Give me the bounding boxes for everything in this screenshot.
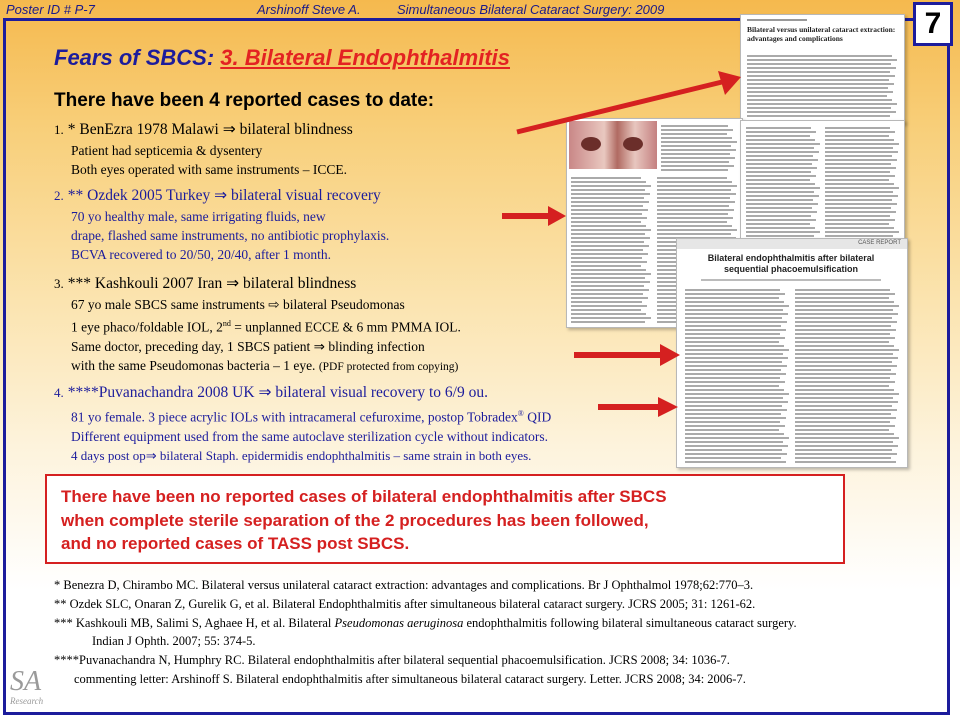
paper-text-line — [795, 421, 890, 423]
paper-text-line — [795, 413, 891, 415]
paper-text-line — [685, 393, 789, 395]
paper-text-line — [685, 349, 789, 351]
paper-text-line — [571, 297, 648, 299]
paper-text-line — [571, 261, 647, 263]
paper-text-line — [825, 223, 889, 225]
case-line: BCVA recovered to 20/50, 20/40, after 1 month. — [71, 247, 331, 262]
paper-text-line — [795, 409, 897, 411]
paper-text-line — [825, 175, 895, 177]
paper-text-line — [795, 445, 898, 447]
paper-text-line — [685, 429, 779, 431]
implies-icon: ⇒ — [258, 384, 272, 401]
paper-text-line — [657, 193, 736, 195]
paper-text-line — [661, 149, 736, 151]
paper-thumbnail-puvanachandra — [676, 238, 908, 468]
paper-text-line — [571, 301, 642, 303]
paper-text-line — [825, 143, 899, 145]
paper-text-line — [685, 449, 782, 451]
arrow-to-paper-1 — [515, 70, 745, 140]
paper-text-line — [685, 377, 780, 379]
paper-text-line — [795, 461, 896, 463]
paper-text-line — [825, 215, 890, 217]
paper-text-line — [571, 269, 646, 271]
case-outcome: bilateral visual recovery — [231, 187, 381, 204]
paper-text-line — [571, 265, 641, 267]
paper-text-line — [657, 221, 727, 223]
paper-text-line — [825, 151, 898, 153]
paper-text-line — [657, 205, 729, 207]
conclusion-line: when complete sterile separation of the 2 procedures has been followed, — [61, 510, 649, 530]
paper-text-line — [661, 165, 734, 167]
paper-text-line — [746, 183, 815, 185]
paper-text-line — [685, 441, 783, 443]
paper-text-line — [825, 183, 894, 185]
implies-icon: ⇒ — [145, 447, 157, 463]
paper-text-line — [746, 147, 814, 149]
paper-text-line — [825, 131, 895, 133]
paper-text-line — [571, 249, 643, 251]
conclusion-line: There have been no reported cases of bilateral endophthalmitis after SBCS — [61, 487, 667, 506]
paper-text-line — [685, 397, 783, 399]
paper-text-line — [571, 181, 646, 183]
paper-text-line — [571, 241, 644, 243]
paper-text-line — [661, 169, 728, 171]
paper-text-line — [685, 453, 787, 455]
paper-text-line — [661, 145, 731, 147]
paper-text-line — [746, 199, 813, 201]
implies-icon: ⇒ — [222, 121, 236, 138]
paper-text-line — [746, 167, 817, 169]
references — [54, 576, 797, 689]
paper-text-line — [747, 63, 891, 65]
paper-text-line — [685, 405, 782, 407]
paper-text-line — [825, 135, 889, 137]
paper-text-line — [795, 293, 895, 295]
logo-text: Research — [10, 696, 44, 706]
paper-text-line — [795, 365, 897, 367]
paper-text-line — [657, 217, 733, 219]
paper-text-line — [747, 79, 889, 81]
paper-text-line — [825, 171, 890, 173]
paper-text-line — [795, 305, 899, 307]
paper-text-line — [657, 229, 737, 231]
paper-text-line — [571, 177, 641, 179]
paper-text-line — [571, 225, 646, 227]
paper-text-line — [795, 393, 899, 395]
paper-text-line — [747, 99, 892, 101]
paper-text-line — [685, 333, 780, 335]
paper-text-line — [795, 329, 896, 331]
conclusion-box — [45, 474, 845, 564]
case-number: 3. — [54, 276, 64, 291]
paper-text-line — [746, 127, 811, 129]
paper-text-line — [746, 143, 820, 145]
paper-text-line — [571, 197, 644, 199]
paper-text-line — [746, 215, 811, 217]
implies-icon: ⇒ — [313, 338, 325, 354]
paper-text-line — [747, 55, 892, 57]
paper-text-line — [747, 111, 896, 113]
paper-text-line — [795, 341, 889, 343]
case-heading: *** Kashkouli 2007 Iran — [67, 275, 223, 292]
paper-text-line — [685, 345, 784, 347]
slide-number-badge: 7 — [913, 2, 953, 46]
paper-text-line — [795, 337, 895, 339]
slide-title — [54, 45, 510, 71]
case-number: 2. — [54, 188, 64, 203]
paper-text-line — [571, 229, 651, 231]
case-line: 1 eye phaco/foldable IOL, 2nd = unplanned ECCE & 6 mm PMMA IOL. — [71, 319, 461, 335]
paper-text-line — [685, 329, 786, 331]
paper-text-line — [685, 317, 782, 319]
paper-text-line — [795, 401, 898, 403]
paper-text-line — [571, 213, 642, 215]
case-line: Same doctor, preceding day, 1 SBCS patient ⇒ blinding infection — [71, 338, 425, 354]
paper-text-line — [795, 405, 892, 407]
paper-text-line — [685, 417, 786, 419]
paper-text-line — [746, 135, 810, 137]
paper-text-line — [685, 413, 781, 415]
conference-title: Simultaneous Bilateral Cataract Surgery: 2009 — [397, 2, 665, 17]
paper-text-line — [795, 453, 897, 455]
paper-text-line — [746, 187, 820, 189]
paper-text-line — [746, 211, 817, 213]
paper-text-line — [657, 233, 731, 235]
paper-text-line — [657, 189, 731, 191]
paper-text-line — [657, 201, 735, 203]
paper-text-line — [795, 433, 894, 435]
paper-text-line — [825, 199, 892, 201]
case-line: 81 yo female. 3 piece acrylic IOLs with intracameral cefuroxime, postop Tobradex® QID — [71, 409, 552, 425]
paper-text-line — [746, 151, 819, 153]
paper-text-line — [795, 321, 897, 323]
case-number: 1. — [54, 122, 64, 137]
case-line: Both eyes operated with same instruments – ICCE. — [71, 162, 347, 177]
paper-text-line — [746, 175, 816, 177]
paper-text-line — [747, 95, 887, 97]
paper-text-line — [795, 377, 890, 379]
paper-text-line — [661, 153, 730, 155]
paper-text-line — [795, 297, 889, 299]
paper-text-line — [685, 365, 787, 367]
reference-item-continued: commenting letter: Arshinoff S. Bilateral endophthalmitis after simultaneous bilateral cataract surgery. Letter. JCRS 2008; 34: 2006-7. — [74, 671, 746, 686]
paper-text-line — [661, 157, 735, 159]
paper-text-line — [747, 103, 897, 105]
paper-text-line — [795, 385, 889, 387]
paper-text-line — [825, 167, 896, 169]
paper-text-line — [685, 305, 789, 307]
paper-text-line — [571, 233, 645, 235]
paper-text-line — [746, 227, 815, 229]
implies-icon: ⇒ — [214, 187, 228, 204]
paper-text-line — [746, 235, 814, 237]
case-number: 4. — [54, 385, 64, 400]
paper-text-line — [571, 221, 641, 223]
paper-text-line — [795, 441, 893, 443]
paper-text-line — [571, 253, 648, 255]
paper-text-line — [685, 321, 787, 323]
paper-text-line — [825, 163, 891, 165]
paper-text-line — [795, 309, 893, 311]
paper-text-line — [746, 163, 812, 165]
paper-text-line — [685, 461, 786, 463]
paper-text-line — [825, 207, 891, 209]
paper-text-line — [657, 177, 727, 179]
paper-text-line — [746, 159, 818, 161]
paper-text-line — [795, 373, 896, 375]
case-outcome: bilateral blindness — [239, 121, 353, 138]
paper-title: Bilateral versus unilateral cataract extraction: advantages and complications — [747, 25, 896, 43]
paper-text-line — [571, 209, 648, 211]
paper-text-line — [795, 317, 892, 319]
paper-text-line — [795, 381, 895, 383]
paper-text-line — [685, 301, 784, 303]
paper-text-line — [795, 361, 892, 363]
reference-item-continued: Indian J Ophth. 2007; 55: 374-5. — [92, 634, 256, 649]
paper-text-line — [747, 59, 897, 61]
case-heading: ** Ozdek 2005 Turkey — [67, 187, 211, 204]
paper-text-line — [571, 245, 649, 247]
paper-text-line — [661, 141, 737, 143]
paper-text-line — [795, 353, 893, 355]
reference-item: ** Ozdek SLC, Onaran Z, Gurelik G, et al. Bilateral Endophthalmitis after simultaneous bilateral cataract surgery. JCRS 2005; 31: 1261-62. — [54, 596, 756, 611]
paper-text-line — [825, 139, 894, 141]
paper-text-line — [825, 187, 899, 189]
paper-text-line — [571, 205, 643, 207]
poster-id: Poster ID # P-7 — [6, 2, 95, 17]
paper-text-line — [825, 235, 893, 237]
case-line: 67 yo male SBCS same instruments ⇨ bilateral Pseudomonas — [71, 297, 405, 312]
paper-text-line — [825, 155, 892, 157]
paper-text-line — [571, 321, 645, 323]
paper-text-line — [685, 289, 780, 291]
paper-text-line — [795, 449, 892, 451]
paper-text-line — [571, 193, 650, 195]
paper-text-line — [825, 147, 893, 149]
paper-text-line — [571, 237, 650, 239]
paper-text-line — [685, 437, 789, 439]
paper-text-line — [825, 227, 894, 229]
paper-text-line — [685, 373, 786, 375]
paper-text-line — [795, 417, 896, 419]
paper-text-line — [825, 179, 889, 181]
paper-text-line — [746, 223, 810, 225]
paper-text-line — [571, 313, 646, 315]
case-heading: ****Puvanachandra 2008 UK — [67, 384, 255, 401]
paper-text-line — [795, 325, 891, 327]
paper-banner: CASE REPORT — [858, 240, 901, 246]
paper-text-line — [795, 429, 889, 431]
title-part2: 3. Bilateral Endophthalmitis — [220, 45, 510, 70]
paper-text-line — [685, 297, 779, 299]
paper-text-line — [657, 197, 730, 199]
paper-text-line — [747, 75, 895, 77]
paper-text-line — [685, 353, 783, 355]
sa-research-logo — [10, 668, 54, 713]
implies-icon: ⇒ — [226, 275, 240, 292]
paper-text-line — [685, 361, 782, 363]
case-1 — [54, 118, 353, 179]
paper-text-line — [747, 83, 894, 85]
paper-text-line — [657, 213, 728, 215]
paper-text-line — [571, 217, 647, 219]
paper-text-line — [825, 195, 898, 197]
paper-text-line — [571, 289, 649, 291]
paper-text-line — [746, 231, 820, 233]
case-line: Different equipment used from the same autoclave sterilization cycle without indicators. — [71, 428, 548, 444]
paper-text-line — [571, 293, 643, 295]
paper-text-line — [825, 127, 890, 129]
paper-text-line — [747, 67, 896, 69]
arrow-to-paper-3 — [574, 341, 682, 369]
case-line: with the same Pseudomonas bacteria – 1 eye. (PDF protected from copying) — [71, 357, 459, 373]
paper-text-line — [685, 337, 785, 339]
paper-text-line — [825, 203, 897, 205]
paper-text-line — [685, 433, 784, 435]
paper-text-line — [571, 257, 642, 259]
reference-item: ****Puvanachandra N, Humphry RC. Bilateral endophthalmitis after bilateral sequential phacoemulsification. JCRS 2008; 34: 1036-7. — [54, 653, 730, 668]
paper-title: Bilateral endophthalmitis after bilateral sequential phacoemulsification — [707, 253, 875, 274]
paper-text-line — [571, 273, 651, 275]
paper-text-line — [825, 191, 893, 193]
paper-text-line — [571, 281, 650, 283]
paper-text-line — [685, 389, 784, 391]
paper-text-line — [685, 445, 788, 447]
paper-text-line — [685, 425, 785, 427]
paper-text-line — [746, 203, 818, 205]
pdf-note: (PDF protected from copying) — [318, 360, 459, 373]
paper-text-line — [747, 71, 890, 73]
paper-text-line — [795, 437, 899, 439]
paper-text-line — [795, 457, 891, 459]
paper-text-line — [795, 301, 894, 303]
paper-text-line — [657, 225, 732, 227]
paper-text-line — [795, 425, 895, 427]
paper-text-line — [746, 131, 816, 133]
case-2 — [54, 184, 389, 264]
paper-text-line — [571, 189, 645, 191]
paper-text-line — [825, 211, 896, 213]
paper-text-line — [795, 313, 898, 315]
case-line: Patient had septicemia & dysentery — [71, 143, 263, 158]
paper-text-line — [657, 181, 732, 183]
paper-text-line — [571, 185, 651, 187]
paper-text-line — [685, 381, 785, 383]
paper-text-line — [657, 185, 737, 187]
paper-text-line — [685, 293, 785, 295]
paper-text-line — [747, 115, 890, 117]
case-4 — [54, 381, 551, 465]
paper-text-line — [685, 313, 788, 315]
paper-text-line — [747, 87, 888, 89]
paper-text-line — [571, 305, 647, 307]
paper-text-line — [746, 219, 816, 221]
paper-text-line — [685, 357, 788, 359]
paper-text-line — [746, 155, 813, 157]
conclusion-line: and no reported cases of TASS post SBCS. — [61, 534, 410, 553]
paper-text-line — [747, 91, 893, 93]
paper-text-line — [825, 231, 899, 233]
case-3 — [54, 272, 461, 377]
paper-text-line — [685, 325, 781, 327]
paper-thumbnail-kashkouli — [740, 120, 905, 244]
paper-text-line — [661, 161, 729, 163]
paper-text-line — [746, 195, 819, 197]
paper-text-line — [685, 421, 780, 423]
paper-text-line — [795, 357, 898, 359]
paper-text-line — [571, 317, 651, 319]
arrow-to-paper-4 — [598, 394, 680, 420]
paper-text-line — [746, 171, 811, 173]
paper-text-line — [746, 207, 812, 209]
paper-text-line — [795, 389, 894, 391]
paper-text-line — [571, 309, 641, 311]
paper-text-line — [657, 209, 734, 211]
author-name: Arshinoff Steve A. — [257, 2, 361, 17]
paper-text-line — [571, 201, 649, 203]
paper-text-line — [747, 107, 891, 109]
paper-text-line — [795, 349, 899, 351]
reference-item: * Benezra D, Chirambo MC. Bilateral versus unilateral cataract extraction: advantages and complications. Br J Ophthalmol 1978;62:770–3. — [54, 578, 754, 592]
paper-text-line — [795, 289, 890, 291]
paper-text-line — [685, 309, 783, 311]
slide-subtitle: There have been 4 reported cases to date: — [54, 90, 435, 111]
paper-text-line — [795, 345, 894, 347]
paper-text-line — [685, 409, 787, 411]
paper-text-line — [825, 159, 897, 161]
case-line: drape, flashed same instruments, no antibiotic prophylaxis. — [71, 228, 390, 243]
case-heading: * BenEzra 1978 Malawi — [67, 121, 219, 138]
paper-text-line — [571, 285, 644, 287]
paper-text-line — [746, 179, 810, 181]
case-outcome: bilateral blindness — [243, 275, 357, 292]
paper-text-line — [685, 401, 788, 403]
paper-text-line — [685, 369, 781, 371]
paper-text-line — [795, 369, 891, 371]
case-line: 70 yo healthy male, same irrigating fluids, new — [71, 209, 326, 224]
paper-text-line — [685, 385, 779, 387]
reference-item: *** Kashkouli MB, Salimi S, Aghaee H, et al. Bilateral Pseudomonas aeruginosa endophthalmitis following bilateral simultaneous cataract surgery. — [54, 615, 797, 630]
paper-text-line — [746, 191, 814, 193]
paper-text-line — [746, 139, 815, 141]
case-line: 4 days post op⇒ bilateral Staph. epidermidis endophthalmitis – same strain in both eyes. — [71, 447, 532, 463]
logo-mark: SA — [10, 666, 42, 697]
paper-thumbnail-benezra — [740, 14, 905, 124]
paper-text-line — [795, 333, 890, 335]
paper-text-line — [571, 277, 645, 279]
paper-text-line — [685, 341, 779, 343]
paper-text-line — [825, 219, 895, 221]
case-outcome: bilateral visual recovery to 6/9 ou. — [275, 384, 488, 401]
paper-text-line — [685, 457, 781, 459]
arrow-to-paper-2 — [502, 203, 568, 229]
hollow-arrow-icon: ⇨ — [268, 297, 280, 312]
paper-text-line — [795, 397, 893, 399]
title-part1: Fears of SBCS: — [54, 45, 215, 70]
